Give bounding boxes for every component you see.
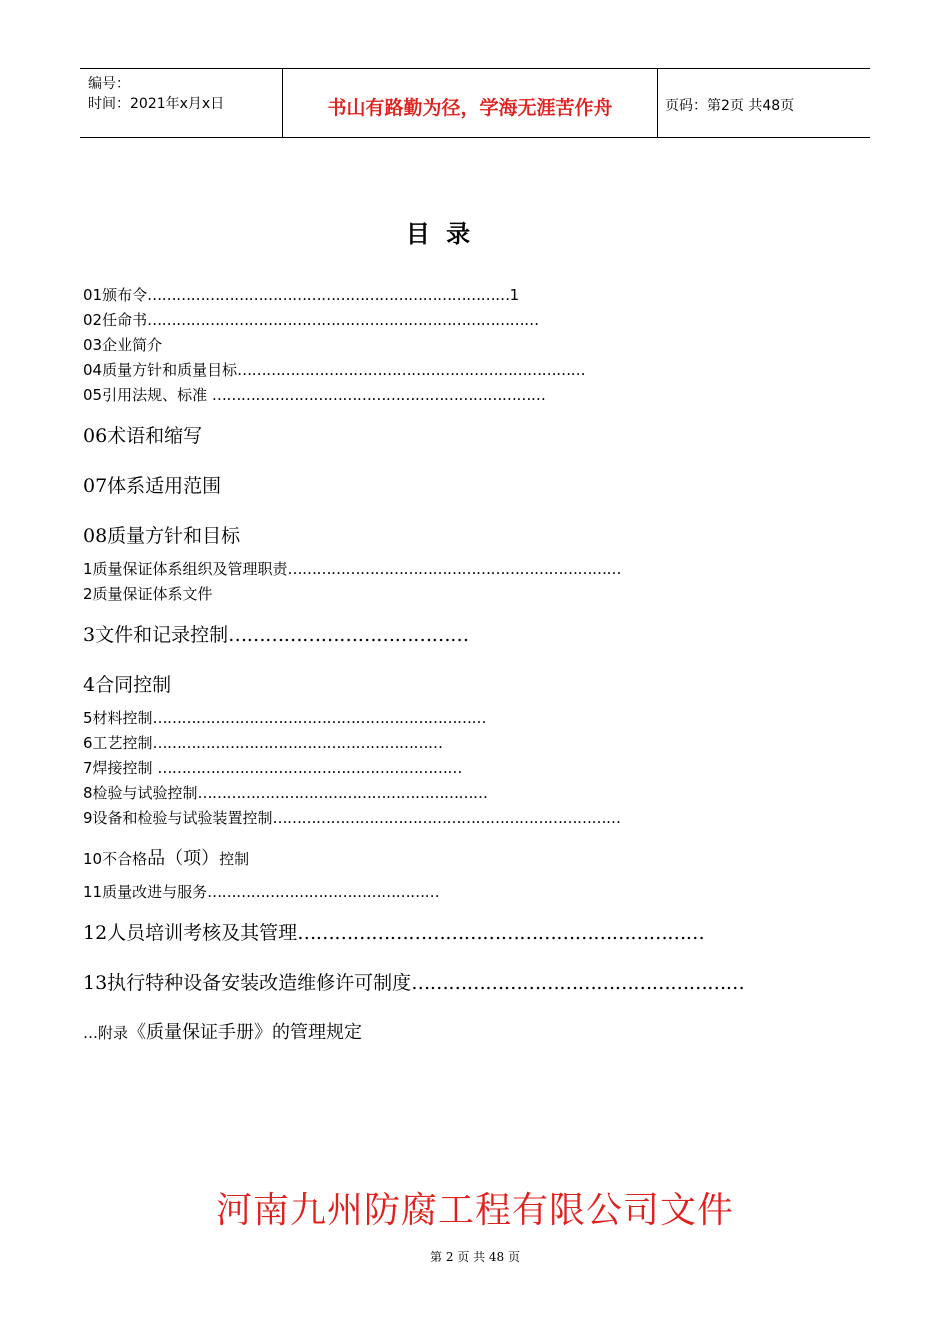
toc-leader-dots: …………………………………………………………… — [211, 386, 546, 404]
toc-leader-dots: ……………………………………………………………………… — [147, 311, 539, 329]
toc-item-label: 7焊接控制 — [83, 759, 158, 777]
toc-item[interactable] — [83, 309, 539, 330]
toc-item[interactable] — [83, 968, 744, 995]
toc-leader-dots: ……………………………………………………………… — [237, 361, 586, 379]
toc-item[interactable] — [83, 558, 621, 579]
toc-item-label: 6工艺控制 — [83, 734, 153, 752]
toc-item[interactable] — [83, 384, 545, 405]
toc-item[interactable] — [83, 757, 462, 778]
toc-item[interactable] — [83, 732, 443, 753]
toc-item-label: 01颁布令 — [83, 286, 148, 304]
header-left-cell — [80, 69, 282, 137]
code-label: 编号： — [88, 76, 130, 92]
toc-item[interactable] — [83, 1018, 362, 1044]
toc-leader-dots: …………………………………………………………… — [287, 560, 622, 578]
header-right-cell — [657, 69, 870, 137]
page-header — [80, 68, 870, 138]
toc-item[interactable] — [83, 421, 202, 448]
toc-item[interactable] — [83, 521, 240, 548]
toc-item[interactable] — [83, 881, 439, 902]
toc-leader-dots: ………………………………………………………………… — [147, 286, 510, 304]
toc-item-label: 05引用法规、标准 — [83, 386, 212, 404]
toc-leader-dots: ……………………………………………………… — [157, 759, 462, 777]
toc-item[interactable] — [83, 359, 585, 380]
toc-item-label: 品（项） — [147, 848, 220, 869]
toc-leader-dots: ………………………………………………………… — [297, 922, 705, 944]
toc-item-label: 3文件和记录控制 — [83, 624, 229, 646]
toc-leader-dots: ………………………………… — [228, 624, 469, 646]
toc-item-label: 10不合格 — [83, 850, 148, 868]
toc-leader-dots: ……………………………………………… — [411, 972, 745, 994]
toc-item-label: 02任命书 — [83, 311, 148, 329]
toc-item[interactable] — [83, 620, 469, 647]
toc-item[interactable] — [83, 670, 171, 697]
toc-title: 目 录 — [405, 220, 475, 248]
toc-item-label: 1质量保证体系组织及管理职责 — [83, 560, 288, 578]
toc-item-label: 2质量保证体系文件 — [83, 585, 213, 603]
header-page-info: 页码：第2页 共48页 — [665, 98, 795, 114]
toc-item-label: 4合同控制 — [83, 674, 172, 696]
page-footer: 第 2 页 共 48 页 — [430, 1250, 520, 1264]
toc-leader-dots: ………………………………………… — [207, 883, 440, 901]
toc-item-label: 9设备和检验与试验装置控制 — [83, 809, 273, 827]
toc-item-label: 06术语和缩写 — [83, 425, 203, 447]
toc-item[interactable] — [83, 918, 704, 945]
toc-item[interactable] — [83, 707, 486, 728]
company-name: 河南九州防腐工程有限公司文件 — [215, 1190, 734, 1231]
toc-page-number: 1 — [509, 286, 520, 304]
toc-item-label: 07体系适用范围 — [83, 475, 222, 497]
toc-item-label: 8检验与试验控制 — [83, 784, 198, 802]
header-middle-cell — [282, 69, 658, 137]
toc-item[interactable] — [83, 807, 621, 828]
toc-item-label: 5材料控制 — [83, 709, 153, 727]
toc-item-label: 11质量改进与服务 — [83, 883, 208, 901]
toc-item-label: 03企业简介 — [83, 336, 163, 354]
toc-leader-dots: …………………………………………………… — [152, 734, 443, 752]
toc-item-label: 13执行特种设备安装改造维修许可制度 — [83, 972, 412, 994]
toc-leader-dots: …………………………………………………… — [197, 784, 488, 802]
toc-item[interactable] — [83, 334, 162, 355]
header-motto: 书山有路勤为径，学海无涯苦作舟 — [327, 97, 613, 119]
toc-item[interactable] — [83, 583, 213, 604]
toc-item-label: 08质量方针和目标 — [83, 525, 241, 547]
toc-item[interactable] — [83, 844, 249, 870]
toc-item[interactable] — [83, 471, 221, 498]
toc-leader-dots: ……………………………………………………………… — [272, 809, 621, 827]
toc-item[interactable] — [83, 284, 519, 305]
toc-item-label: 12人员培训考核及其管理 — [83, 922, 298, 944]
toc-item-label: 04质量方针和质量目标 — [83, 361, 238, 379]
toc-item-label: 控制 — [219, 850, 250, 868]
toc-item-label: …附录 — [83, 1024, 129, 1042]
time-label: 时间：2021年x月x日 — [88, 96, 225, 112]
toc-item[interactable] — [83, 782, 488, 803]
toc-item-label: 《质量保证手册》的管理规定 — [128, 1022, 363, 1043]
toc-leader-dots: …………………………………………………………… — [152, 709, 487, 727]
